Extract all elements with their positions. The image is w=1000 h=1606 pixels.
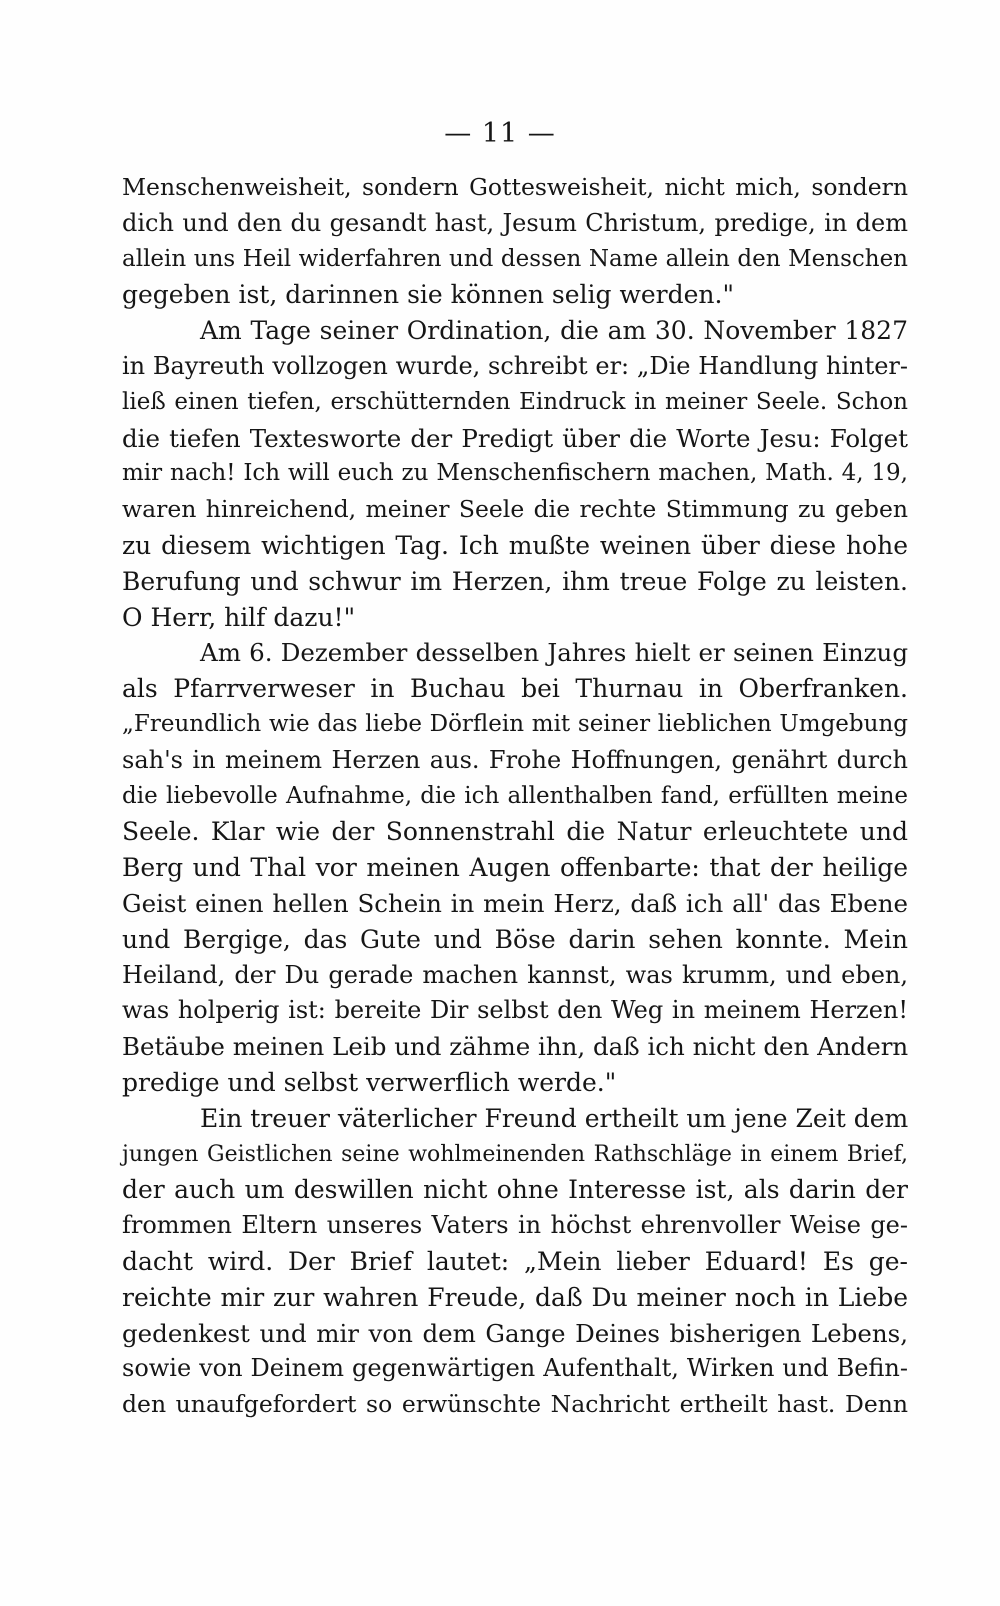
text-line: gedenkest und mir von dem Gange Deines bisherigen Lebens, <box>122 1318 908 1348</box>
text-line: die tiefen Textesworte der Predigt über die Worte Jesu: Folget <box>122 423 908 453</box>
text-line: frommen Eltern unseres Vaters in höchst ehrenvoller Weise ge- <box>122 1211 908 1240</box>
text-line: Seele. Klar wie der Sonnenstrahl die Natur erleuchtete und <box>122 817 908 847</box>
text-line: Betäube meinen Leib und zähme ihn, daß ich nicht den Andern <box>122 1032 909 1062</box>
text-line: Am Tage seiner Ordination, die am 30. November 1827 <box>200 316 908 346</box>
text-line: in Bayreuth vollzogen wurde, schreibt er: „Die Handlung hinter- <box>122 351 908 380</box>
text-line: die liebevolle Aufnahme, die ich allenthalben fand, erfüllten meine <box>122 782 908 809</box>
text-line: Berufung und schwur im Herzen, ihm treue Folge zu leisten. <box>122 566 908 596</box>
text-line: dich und den du gesandt hast, Jesum Christum, predige, in dem <box>122 208 908 237</box>
text-line: Menschenweisheit, sondern Gottesweisheit, nicht mich, sondern <box>122 173 908 201</box>
text-line: sah's in meinem Herzen aus. Frohe Hoffnungen, genährt durch <box>122 745 908 774</box>
text-line: Ein treuer väterlicher Freund ertheilt um jene Zeit dem <box>200 1103 909 1133</box>
text-line: Heiland, der Du gerade machen kannst, was krumm, und eben, <box>122 960 908 989</box>
text-line: dacht wird. Der Brief lautet: „Mein lieber Eduard! Es ge- <box>122 1246 908 1276</box>
body-text <box>122 170 908 1423</box>
text-line: jungen Geistlichen seine wohlmeinenden Rathschläge in einem Brief, <box>122 1141 908 1167</box>
text-line: sowie von Deinem gegenwärtigen Aufenthalt, Wirken und Befin- <box>122 1354 908 1383</box>
text-line: Geist einen hellen Schein in mein Herz, daß ich all' das Ebene <box>122 888 908 918</box>
text-line: als Pfarrverweser in Buchau bei Thurnau in Oberfranken. <box>122 674 908 704</box>
text-line: allein uns Heil widerfahren und dessen Name allein den Menschen <box>122 245 908 272</box>
text-line: reichte mir zur wahren Freude, daß Du meiner noch in Liebe <box>122 1282 908 1312</box>
text-line: zu diesem wichtigen Tag. Ich mußte weinen über diese hohe <box>122 530 908 560</box>
text-line: predige und selbst verwerflich werde." <box>122 1067 617 1097</box>
text-line: den unaufgefordert so erwünschte Nachricht ertheilt hast. Denn <box>122 1390 908 1419</box>
text-line: gegeben ist, darinnen sie können selig werden." <box>122 280 734 310</box>
text-line: und Bergige, das Gute und Böse darin sehen konnte. Mein <box>122 924 908 954</box>
text-line: „Freundlich wie das liebe Dörflein mit seiner lieblichen Umgebung <box>122 710 908 737</box>
text-line: der auch um deswillen nicht ohne Interesse ist, als darin der <box>122 1175 908 1205</box>
text-line: ließ einen tiefen, erschütternden Eindruck in meiner Seele. Schon <box>122 388 908 415</box>
page-number: — 11 — <box>444 118 556 149</box>
text-line: Berg und Thal vor meinen Augen offenbarte: that der heilige <box>122 853 908 883</box>
text-line: was holperig ist: bereite Dir selbst den Weg in meinem Herzen! <box>122 996 908 1025</box>
text-line: waren hinreichend, meiner Seele die rechte Stimmung zu geben <box>122 495 908 524</box>
text-line: O Herr, hilf dazu!" <box>122 602 356 632</box>
text-line: mir nach! Ich will euch zu Menschenfischern machen, Math. 4, 19, <box>122 460 908 487</box>
text-line: Am 6. Dezember desselben Jahres hielt er seinen Einzug <box>200 638 908 668</box>
